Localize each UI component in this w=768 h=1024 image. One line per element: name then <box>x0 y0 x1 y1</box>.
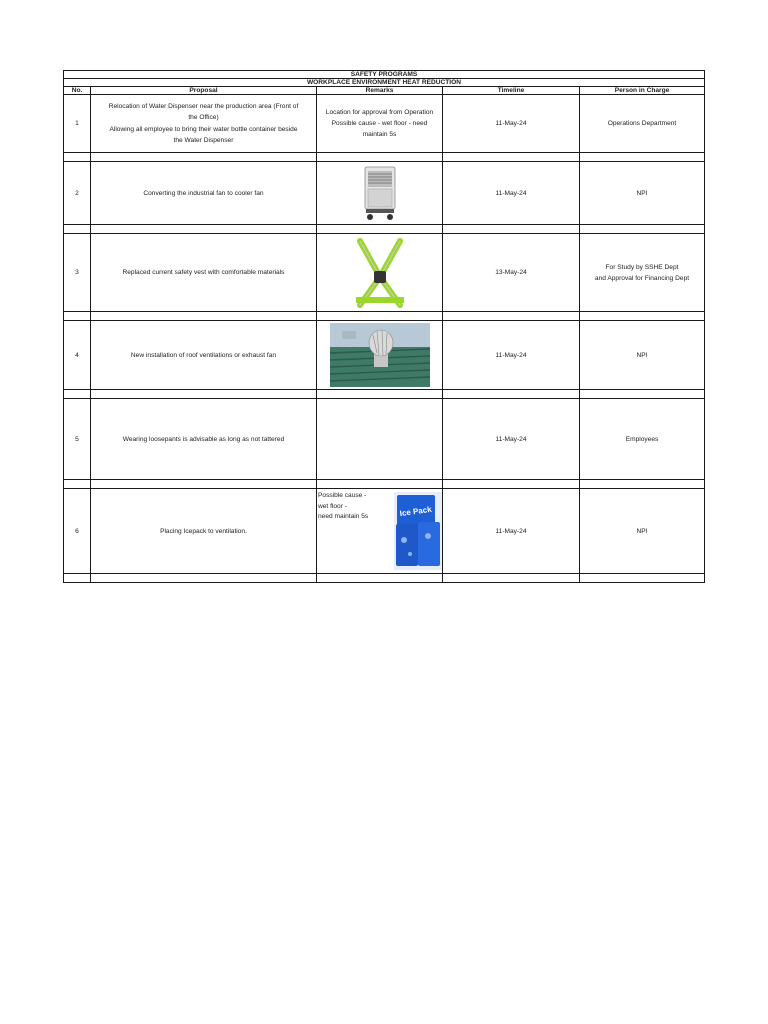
remarks-cell <box>317 95 443 153</box>
timeline-cell: 11-May-24 <box>443 321 580 390</box>
proposal-cell: Converting the industrial fan to cooler fan <box>91 162 317 225</box>
remarks-cell <box>317 489 443 574</box>
timeline-cell: 11-May-24 <box>443 489 580 574</box>
remarks-line: need maintain 5s <box>318 513 369 520</box>
person-line: Operations Department <box>607 120 677 127</box>
row-number: 3 <box>64 234 91 312</box>
timeline-cell: 11-May-24 <box>443 162 580 225</box>
spacer-row <box>64 574 705 583</box>
row-number: 4 <box>64 321 91 390</box>
proposal-line: the Water Dispenser <box>173 137 234 144</box>
remarks-cell <box>317 321 443 390</box>
timeline-cell: 11-May-24 <box>443 95 580 153</box>
safety-vest-image <box>352 237 408 309</box>
ice-pack-image <box>392 492 443 570</box>
table-row <box>64 162 705 225</box>
remarks-line: Possible cause - wet floor - need <box>331 120 428 127</box>
table-row <box>64 321 705 390</box>
remarks-cell <box>317 162 443 225</box>
title-row <box>64 71 705 79</box>
col-header-proposal: Proposal <box>91 87 317 95</box>
person-cell <box>580 162 705 225</box>
sheet-subtitle: WORKPLACE ENVIRONMENT HEAT REDUCTION <box>64 79 705 87</box>
proposal-cell: Replaced current safety vest with comfortable materials <box>91 234 317 312</box>
spacer-row <box>64 312 705 321</box>
remarks-line: Possible cause - <box>318 492 367 499</box>
row-number: 6 <box>64 489 91 574</box>
col-header-person: Person in Charge <box>580 87 705 95</box>
person-line: NPI <box>636 189 648 197</box>
person-line: NPI <box>636 351 648 359</box>
spacer-row <box>64 153 705 162</box>
safety-programs-table <box>63 70 705 583</box>
roof-ventilator-image <box>330 323 430 387</box>
person-cell <box>580 321 705 390</box>
person-line: and Approval for Financing Dept <box>594 274 690 282</box>
remarks-text <box>318 491 368 523</box>
subtitle-row <box>64 79 705 87</box>
person-cell <box>580 489 705 574</box>
remarks-line: Location for approval from Operation <box>325 109 434 116</box>
spacer-row <box>64 480 705 489</box>
proposal-line: Relocation of Water Dispenser near the production area (Front of <box>108 102 299 110</box>
proposal-cell <box>91 95 317 153</box>
person-line: For Study by SSHE Dept <box>605 263 679 271</box>
row-number: 1 <box>64 95 91 153</box>
timeline-cell: 11-May-24 <box>443 399 580 480</box>
remarks-line: wet floor - <box>318 502 347 510</box>
column-header-row <box>64 87 705 95</box>
spacer-row <box>64 390 705 399</box>
proposal-line: Allowing all employee to bring their water bottle container beside <box>109 125 298 133</box>
person-line: Employees <box>625 435 659 443</box>
table-row <box>64 489 705 574</box>
proposal-cell: New installation of roof ventilations or exhaust fan <box>91 321 317 390</box>
proposal-cell: Wearing loosepants is advisable as long as not tattered <box>91 399 317 480</box>
col-header-timeline: Timeline <box>443 87 580 95</box>
remarks-cell <box>317 399 443 480</box>
person-cell <box>580 234 705 312</box>
row-number: 2 <box>64 162 91 225</box>
spacer-row <box>64 225 705 234</box>
table-row <box>64 234 705 312</box>
person-line: NPI <box>636 527 648 535</box>
proposal-line: the Office) <box>188 114 219 121</box>
remarks-line: maintain 5s <box>362 131 397 138</box>
air-cooler-fan-image <box>362 165 398 221</box>
table-row <box>64 95 705 153</box>
person-cell <box>580 95 705 153</box>
proposal-cell: Placing Icepack to ventilation. <box>91 489 317 574</box>
row-number: 5 <box>64 399 91 480</box>
col-header-remarks: Remarks <box>317 87 443 95</box>
ice-pack-label: Ice Pack <box>399 504 433 519</box>
timeline-cell: 13-May-24 <box>443 234 580 312</box>
sheet-title: SAFETY PROGRAMS <box>64 71 705 79</box>
table-row <box>64 399 705 480</box>
col-header-no: No. <box>64 87 91 95</box>
remarks-cell <box>317 234 443 312</box>
person-cell <box>580 399 705 480</box>
